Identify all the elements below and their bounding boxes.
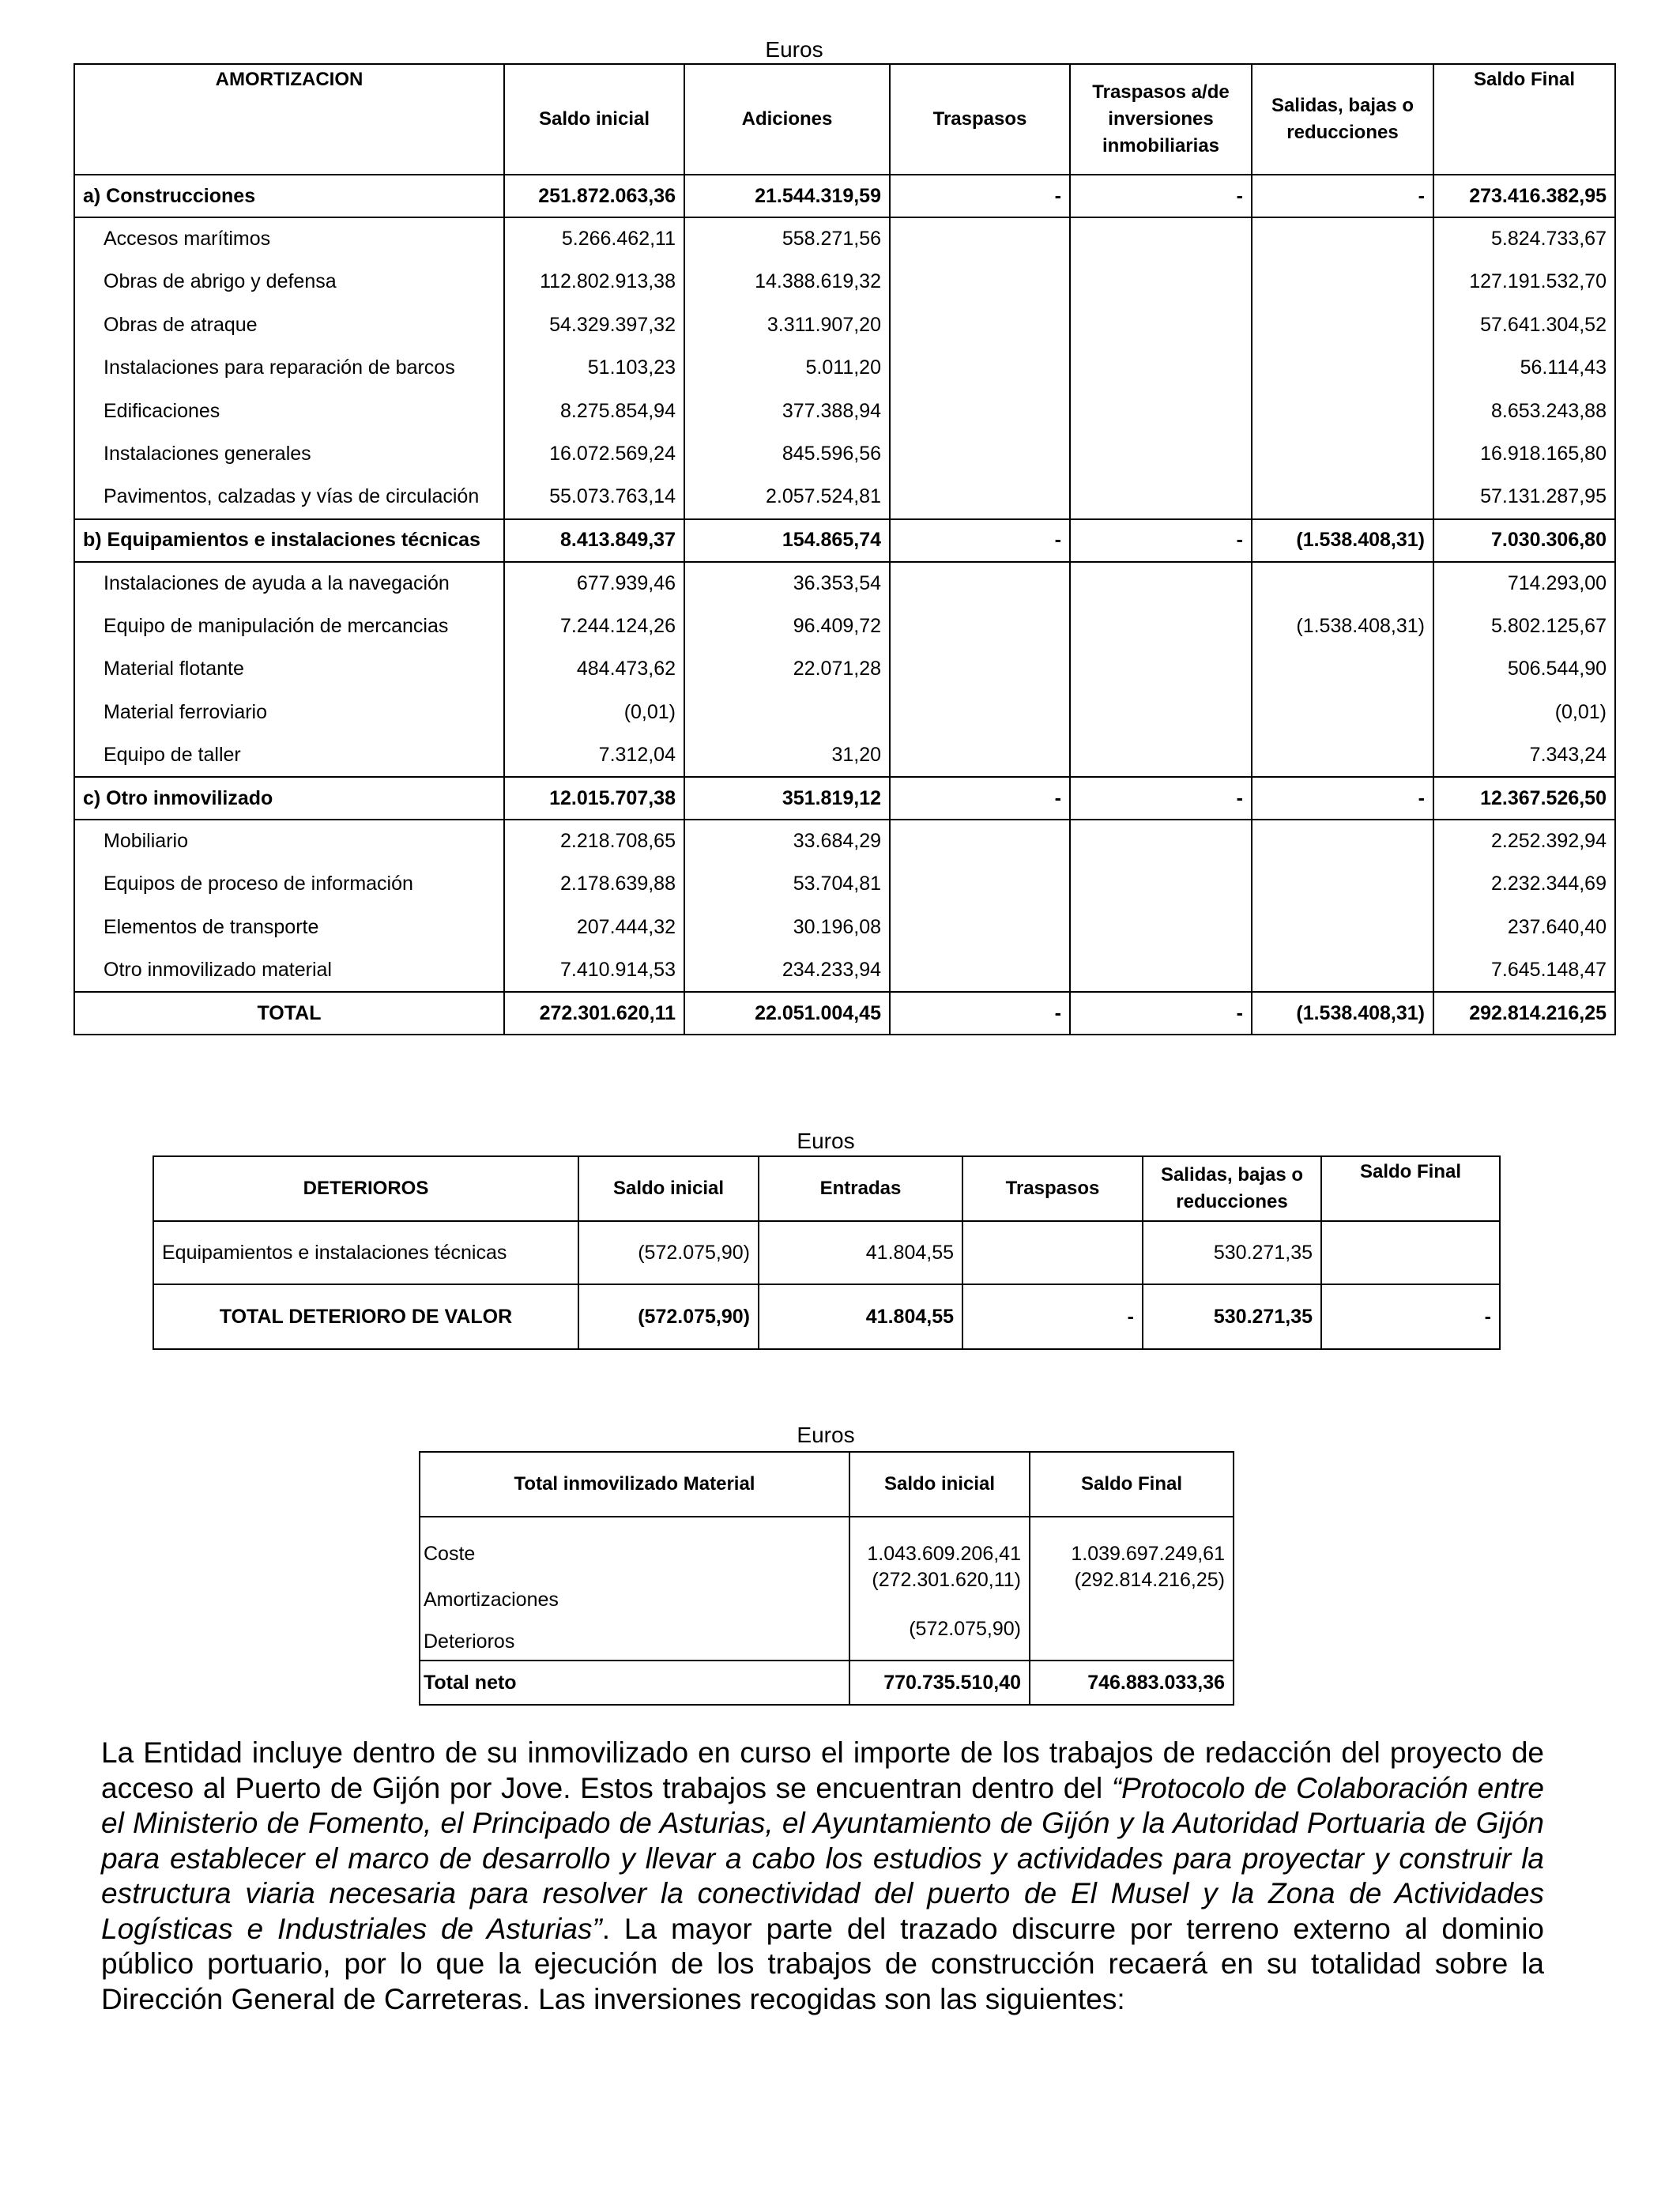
- cell: -: [1070, 519, 1252, 562]
- cell: 16.918.165,80: [1433, 433, 1615, 477]
- cell: 770.735.510,40: [849, 1661, 1030, 1705]
- cell: 55.073.763,14: [504, 476, 684, 519]
- cell: 41.804,55: [759, 1221, 962, 1284]
- rows-otro-inmovilizado: [74, 820, 1615, 992]
- header-salidas: Salidas, bajas o reducciones: [1143, 1156, 1321, 1221]
- cell: -: [1252, 777, 1433, 820]
- cell: [890, 261, 1070, 304]
- cell: 207.444,32: [504, 906, 684, 949]
- cell: [1070, 648, 1252, 692]
- cell: [1070, 476, 1252, 519]
- cell: 33.684,29: [684, 820, 890, 863]
- total-row: [74, 992, 1615, 1035]
- header-deterioros: DETERIOROS: [153, 1156, 578, 1221]
- cell: 12.015.707,38: [504, 777, 684, 820]
- cell: 5.266.462,11: [504, 217, 684, 261]
- row-label: Amortizaciones: [420, 1569, 849, 1615]
- cell: 377.388,94: [684, 390, 890, 433]
- row-label: TOTAL DETERIORO DE VALOR: [153, 1284, 578, 1349]
- cell: (1.538.408,31): [1252, 992, 1433, 1035]
- rows-equipamientos: [74, 562, 1615, 778]
- cell: 12.367.526,50: [1433, 777, 1615, 820]
- header-saldo-final: Saldo Final: [1433, 64, 1615, 175]
- cell: [890, 303, 1070, 347]
- cell: 5.011,20: [684, 347, 890, 390]
- cell: [1252, 949, 1433, 993]
- cell: 5.802.125,67: [1433, 605, 1615, 648]
- cell: [1321, 1221, 1500, 1284]
- row-label: Equipo de manipulación de mercancias: [74, 605, 504, 648]
- cell: [890, 605, 1070, 648]
- cell: 21.544.319,59: [684, 175, 890, 217]
- section-row-construcciones: [74, 175, 1615, 217]
- cell: 1.043.609.206,41: [849, 1517, 1030, 1569]
- row-label: TOTAL: [74, 992, 504, 1035]
- cell: 96.409,72: [684, 605, 890, 648]
- paragraph-text-1: La Entidad incluye dentro de su inmovilizado en curso el importe de los trabajos de redacción del proyecto de acceso al Puerto de Gijón por Jove. Estos trabajos se encuentran dentro del: [101, 1736, 1544, 1804]
- cell: [1070, 347, 1252, 390]
- cell: (572.075,90): [578, 1221, 759, 1284]
- cell: 1.039.697.249,61: [1030, 1517, 1234, 1569]
- header-total-inmovilizado: Total inmovilizado Material: [420, 1452, 849, 1517]
- row-label: Elementos de transporte: [74, 906, 504, 949]
- cell: [1070, 820, 1252, 863]
- deterioros-table: [153, 1155, 1501, 1350]
- cell: [1252, 820, 1433, 863]
- cell: 530.271,35: [1143, 1221, 1321, 1284]
- row-label: Material flotante: [74, 648, 504, 692]
- row-label: Coste: [420, 1517, 849, 1569]
- cell: 8.275.854,94: [504, 390, 684, 433]
- cell: -: [890, 777, 1070, 820]
- header-traspasos: Traspasos: [962, 1156, 1143, 1221]
- header-traspasos-inversiones: Traspasos a/de inversiones inmobiliarias: [1070, 64, 1252, 175]
- row-label: Accesos marítimos: [74, 217, 504, 261]
- body-paragraph: [101, 1736, 1544, 2017]
- table-row: [420, 1517, 1234, 1569]
- row-label: Equipos de proceso de información: [74, 863, 504, 907]
- cell: 56.114,43: [1433, 347, 1615, 390]
- cell: 272.301.620,11: [504, 992, 684, 1035]
- table1-caption: Euros: [765, 37, 823, 62]
- rows-construcciones: [74, 217, 1615, 519]
- cell: 5.824.733,67: [1433, 217, 1615, 261]
- cell: 51.103,23: [504, 347, 684, 390]
- paragraph-protocol-title: “Protocolo de Colaboración entre el Ministerio de Fomento, el Principado de Asturias, el Ayuntamiento de Gijón y la Autoridad Portuaria de Gijón para establecer el marco de desarrollo y llevar a cabo los estudios y actividades para proyectar y construir la estructura viaria necesaria para resolver la conectividad del puerto de El Musel y la Zona de Actividades Logísticas e Industriales de Asturias”: [101, 1771, 1544, 1945]
- header-adiciones: Adiciones: [684, 64, 890, 175]
- paragraph-text-2: . La mayor parte del trazado discurre por terreno externo al dominio público portuario, por lo que la ejecución de los trabajos de construcción recaerá en su totalidad sobre la Dirección General de Carreteras. Las inversiones recogidas son las siguientes:: [101, 1912, 1544, 2015]
- table-row: [74, 433, 1615, 477]
- table-row: [420, 1569, 1234, 1615]
- cell: 16.072.569,24: [504, 433, 684, 477]
- row-label: Otro inmovilizado material: [74, 949, 504, 993]
- cell: -: [890, 992, 1070, 1035]
- cell: 2.232.344,69: [1433, 863, 1615, 907]
- cell: 14.388.619,32: [684, 261, 890, 304]
- cell: [1252, 863, 1433, 907]
- cell: [1252, 347, 1433, 390]
- cell: [890, 562, 1070, 605]
- cell: [1030, 1615, 1234, 1661]
- cell: (0,01): [504, 691, 684, 734]
- cell: -: [890, 175, 1070, 217]
- cell: 746.883.033,36: [1030, 1661, 1234, 1705]
- cell: 714.293,00: [1433, 562, 1615, 605]
- header-entradas: Entradas: [759, 1156, 962, 1221]
- cell: 41.804,55: [759, 1284, 962, 1349]
- cell: -: [1321, 1284, 1500, 1349]
- total-inmovilizado-table: [419, 1451, 1234, 1706]
- cell: [1252, 691, 1433, 734]
- row-label: b) Equipamientos e instalaciones técnicas: [74, 519, 504, 562]
- table-row: [74, 390, 1615, 433]
- cell: [1252, 217, 1433, 261]
- cell: [890, 949, 1070, 993]
- cell: 36.353,54: [684, 562, 890, 605]
- section-row-otro-inmovilizado: [74, 777, 1615, 820]
- table-row: [74, 734, 1615, 778]
- row-label: Deterioros: [420, 1615, 849, 1661]
- cell: 22.051.004,45: [684, 992, 890, 1035]
- cell: 530.271,35: [1143, 1284, 1321, 1349]
- cell: 292.814.216,25: [1433, 992, 1615, 1035]
- cell: -: [1070, 175, 1252, 217]
- row-label: Equipamientos e instalaciones técnicas: [153, 1221, 578, 1284]
- cell: 57.641.304,52: [1433, 303, 1615, 347]
- cell: 31,20: [684, 734, 890, 778]
- header-traspasos: Traspasos: [890, 64, 1070, 175]
- cell: 237.640,40: [1433, 906, 1615, 949]
- cell: 2.178.639,88: [504, 863, 684, 907]
- row-label: Instalaciones para reparación de barcos: [74, 347, 504, 390]
- cell: [1252, 433, 1433, 477]
- cell: [1070, 863, 1252, 907]
- row-label: Total neto: [420, 1661, 849, 1705]
- cell: 273.416.382,95: [1433, 175, 1615, 217]
- cell: -: [1252, 175, 1433, 217]
- cell: [962, 1221, 1143, 1284]
- cell: 7.343,24: [1433, 734, 1615, 778]
- cell: [684, 691, 890, 734]
- row-label: Instalaciones generales: [74, 433, 504, 477]
- cell: (272.301.620,11): [849, 1569, 1030, 1615]
- cell: 558.271,56: [684, 217, 890, 261]
- row-label: Mobiliario: [74, 820, 504, 863]
- row-label: Equipo de taller: [74, 734, 504, 778]
- cell: 7.312,04: [504, 734, 684, 778]
- cell: (572.075,90): [578, 1284, 759, 1349]
- cell: 54.329.397,32: [504, 303, 684, 347]
- cell: 351.819,12: [684, 777, 890, 820]
- row-label: Obras de abrigo y defensa: [74, 261, 504, 304]
- cell: 3.311.907,20: [684, 303, 890, 347]
- cell: 53.704,81: [684, 863, 890, 907]
- table-row: [74, 562, 1615, 605]
- cell: 2.252.392,94: [1433, 820, 1615, 863]
- header-saldo-inicial: Saldo inicial: [849, 1452, 1030, 1517]
- cell: 22.071,28: [684, 648, 890, 692]
- header-saldo-final: Saldo Final: [1321, 1156, 1500, 1221]
- cell: [1070, 691, 1252, 734]
- cell: [1252, 390, 1433, 433]
- cell: [890, 906, 1070, 949]
- header-salidas: Salidas, bajas o reducciones: [1252, 64, 1433, 175]
- cell: [1070, 217, 1252, 261]
- table-row: [74, 648, 1615, 692]
- cell: 845.596,56: [684, 433, 890, 477]
- cell: [890, 863, 1070, 907]
- cell: [1070, 949, 1252, 993]
- cell: (1.538.408,31): [1252, 519, 1433, 562]
- cell: [890, 820, 1070, 863]
- cell: 7.410.914,53: [504, 949, 684, 993]
- cell: (292.814.216,25): [1030, 1569, 1234, 1615]
- section-row-equipamientos: [74, 519, 1615, 562]
- total-row: [420, 1661, 1234, 1705]
- cell: 7.030.306,80: [1433, 519, 1615, 562]
- cell: 251.872.063,36: [504, 175, 684, 217]
- cell: -: [962, 1284, 1143, 1349]
- row-label: Material ferroviario: [74, 691, 504, 734]
- row-label: Instalaciones de ayuda a la navegación: [74, 562, 504, 605]
- row-label: Obras de atraque: [74, 303, 504, 347]
- cell: [1252, 648, 1433, 692]
- cell: 127.191.532,70: [1433, 261, 1615, 304]
- cell: [1070, 906, 1252, 949]
- cell: [890, 217, 1070, 261]
- cell: [890, 390, 1070, 433]
- header-saldo-inicial: Saldo inicial: [504, 64, 684, 175]
- table-row: [74, 476, 1615, 519]
- cell: [1070, 261, 1252, 304]
- cell: (572.075,90): [849, 1615, 1030, 1661]
- cell: [890, 433, 1070, 477]
- cell: [1070, 303, 1252, 347]
- cell: 8.653.243,88: [1433, 390, 1615, 433]
- cell: 8.413.849,37: [504, 519, 684, 562]
- cell: [1252, 734, 1433, 778]
- table-row: [420, 1615, 1234, 1661]
- cell: [1070, 562, 1252, 605]
- cell: [890, 734, 1070, 778]
- table2-caption: Euros: [797, 1129, 855, 1153]
- cell: (0,01): [1433, 691, 1615, 734]
- cell: 2.057.524,81: [684, 476, 890, 519]
- cell: 506.544,90: [1433, 648, 1615, 692]
- cell: [1252, 562, 1433, 605]
- row-label: c) Otro inmovilizado: [74, 777, 504, 820]
- cell: 484.473,62: [504, 648, 684, 692]
- total-row: [153, 1284, 1500, 1349]
- cell: -: [890, 519, 1070, 562]
- cell: [890, 347, 1070, 390]
- header-saldo-final: Saldo Final: [1030, 1452, 1234, 1517]
- cell: 30.196,08: [684, 906, 890, 949]
- cell: -: [1070, 777, 1252, 820]
- table-row: [74, 261, 1615, 304]
- cell: 57.131.287,95: [1433, 476, 1615, 519]
- cell: [1070, 734, 1252, 778]
- header-amortizacion: AMORTIZACION: [74, 64, 504, 175]
- table-row: [74, 303, 1615, 347]
- row-label: Edificaciones: [74, 390, 504, 433]
- table-row: [74, 691, 1615, 734]
- cell: [1252, 906, 1433, 949]
- cell: 234.233,94: [684, 949, 890, 993]
- table-row: [153, 1221, 1500, 1284]
- table-row: [74, 906, 1615, 949]
- table-row: [74, 949, 1615, 993]
- cell: [890, 691, 1070, 734]
- cell: [890, 476, 1070, 519]
- row-label: a) Construcciones: [74, 175, 504, 217]
- row-label: Pavimentos, calzadas y vías de circulación: [74, 476, 504, 519]
- amortizacion-table: [73, 63, 1616, 1035]
- cell: [1070, 605, 1252, 648]
- cell: 677.939,46: [504, 562, 684, 605]
- cell: 7.645.148,47: [1433, 949, 1615, 993]
- cell: [1252, 476, 1433, 519]
- table3-caption: Euros: [797, 1423, 855, 1447]
- cell: [1252, 261, 1433, 304]
- cell: (1.538.408,31): [1252, 605, 1433, 648]
- header-saldo-inicial: Saldo inicial: [578, 1156, 759, 1221]
- table-row: [74, 217, 1615, 261]
- table-row: [74, 347, 1615, 390]
- cell: 154.865,74: [684, 519, 890, 562]
- cell: 2.218.708,65: [504, 820, 684, 863]
- table-row: [74, 605, 1615, 648]
- cell: [890, 648, 1070, 692]
- cell: [1070, 390, 1252, 433]
- cell: [1070, 433, 1252, 477]
- table-row: [74, 863, 1615, 907]
- table-row: [74, 820, 1615, 863]
- cell: [1252, 303, 1433, 347]
- cell: 7.244.124,26: [504, 605, 684, 648]
- cell: -: [1070, 992, 1252, 1035]
- cell: 112.802.913,38: [504, 261, 684, 304]
